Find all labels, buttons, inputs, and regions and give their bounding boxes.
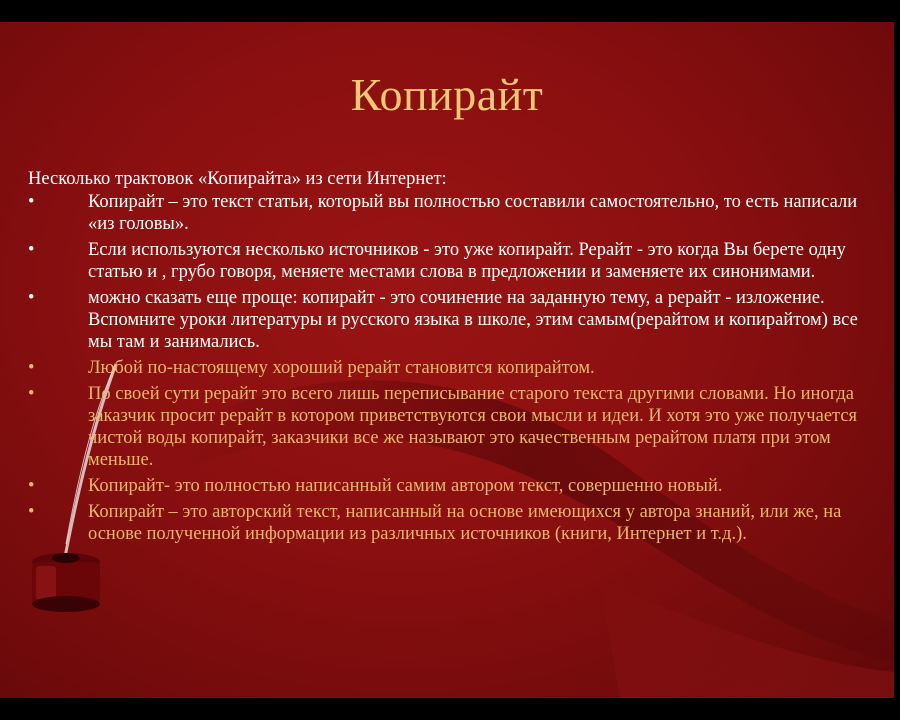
list-item [28, 191, 873, 235]
bullet-icon: • [28, 358, 35, 378]
list-item-text: По своей сути рерайт это всего лишь переписывание старого текста другими словами. Но иногда заказчик просит рерайт в котором приветствуются свои мысли и идеи. И хотя это уже получается чистой воды копирайт, заказчики все же называют это качественным рерайтом платя при этом меньше. [88, 384, 858, 470]
intro-text: Несколько трактовок «Копирайта» из сети Интернет: [28, 169, 447, 189]
letterbox-bottom [0, 698, 900, 720]
presentation-slide [0, 22, 894, 698]
letterbox-top [0, 0, 900, 22]
list-item-text: Копирайт – это текст статьи, который вы полностью составили самостоятельно, то есть написали «из головы». [88, 192, 858, 234]
bullet-icon: • [28, 384, 35, 404]
list-item-text: можно сказать еще проще: копирайт - это сочинение на заданную тему, а рерайт - изложение. Вспомните уроки литературы и русского языка в школе, этим самым(рерайтом и копирайтом) все мы там и занимались. [88, 288, 858, 352]
bullet-icon: • [28, 240, 35, 260]
bullet-icon: • [28, 288, 35, 308]
bullet-icon: • [28, 502, 35, 522]
list-item-text: Если используются несколько источников - это уже копирайт. Рерайт - это когда Вы берете одну статью и , грубо говоря, меняете местами слова в предложении и заменяете их синонимами. [88, 240, 846, 282]
list-item-text: Любой по-настоящему хороший рерайт становится копирайтом. [88, 358, 595, 378]
list-item [28, 357, 873, 379]
list-item [28, 501, 873, 545]
right-edge-border [894, 22, 900, 698]
list-item-text: Копирайт- это полностью написанный самим автором текст, совершенно новый. [88, 476, 723, 496]
slide-title: Копирайт [350, 69, 544, 120]
list-item [28, 383, 873, 471]
list-item-text: Копирайт – это авторский текст, написанный на основе имеющихся у автора знаний, или же, на основе полученной информации из различных источников (книги, Интернет и т.д.). [88, 502, 842, 544]
bullet-icon: • [28, 476, 35, 496]
list-item [28, 475, 873, 497]
list-item [28, 287, 873, 353]
bullet-icon: • [28, 192, 35, 212]
list-item [28, 239, 873, 283]
slide-content [28, 168, 873, 549]
